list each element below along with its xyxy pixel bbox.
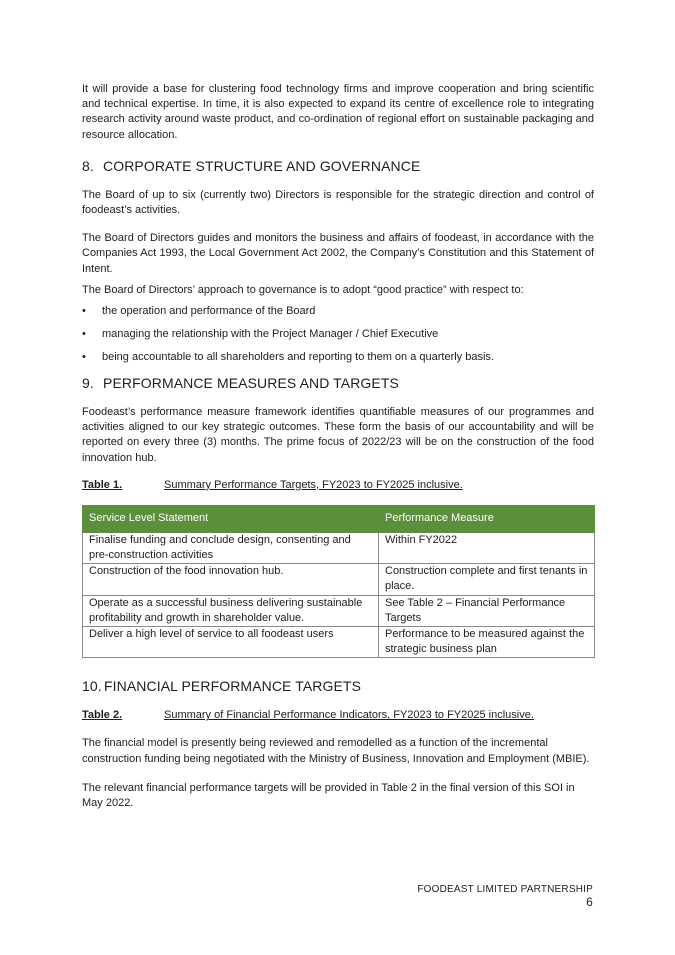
section-9-number: 9. [82,375,94,392]
table-2-caption [82,708,594,722]
table-cell: Within FY2022 [379,532,595,563]
section-9-paragraph-1: Foodeast’s performance measure framework identifies quantifiable measures of our programmes and activities aligned to our key strategic outcomes. These form the basis of our accountability and will be reported on every three (3) months. The prime focus of 2022/23 will be on the construction of the food innovation hub. [82,406,594,464]
document-page [82,82,594,811]
section-8-paragraph-2: The Board of Directors guides and monitors the business and affairs of foodeast, in accordance with the Companies Act 1993, the Local Government Act 2002, the Company’s Constitution and this Statement of Intent. [82,232,594,275]
table-row [83,595,595,626]
bullet-icon: • [82,305,86,318]
intro-paragraph: It will provide a base for clustering food technology firms and improve cooperation and bring scientific and technical expertise. In time, it is also expected to expand its centre of excellence role to integrating research activity around waste product, and co-ordination of regional effort on sustainable packaging and resource allocation. [82,83,594,141]
section-9-heading [82,375,594,391]
table-cell: Finalise funding and conclude design, consenting and pre-construction activities [83,532,379,563]
column-header: Service Level Statement [83,505,379,532]
table-2-caption-text: Summary of Financial Performance Indicators, FY2023 to FY2025 inclusive. [164,709,534,722]
list-item [82,327,594,342]
section-10-title: FINANCIAL PERFORMANCE TARGETS [104,678,362,695]
table-header-row [83,505,595,532]
performance-targets-table [82,505,595,659]
section-10-number: 10. [82,678,102,695]
footer-organisation: FOODEAST LIMITED PARTNERSHIP [417,884,593,895]
table-cell: Operate as a successful business delivering sustainable profitability and growth in shareholder value. [83,595,379,626]
list-item-text: the operation and performance of the Board [102,305,316,318]
governance-bullet-list [82,304,594,365]
list-item [82,350,594,365]
section-8-number: 8. [82,157,94,174]
table-row [83,564,595,595]
list-item [82,304,594,319]
table-cell: Construction complete and first tenants in place. [379,564,595,595]
section-8-title: CORPORATE STRUCTURE AND GOVERNANCE [103,157,421,174]
table-1-caption [82,478,594,492]
section-9-title: PERFORMANCE MEASURES AND TARGETS [103,375,399,392]
list-item-text: being accountable to all shareholders and reporting to them on a quarterly basis. [102,351,494,364]
table-cell: See Table 2 – Financial Performance Targets [379,595,595,626]
bullet-icon: • [82,351,86,364]
table-cell: Deliver a high level of service to all foodeast users [83,627,379,658]
section-8-paragraph-3: The Board of Directors’ approach to governance is to adopt “good practice” with respect to: [82,283,524,296]
table-row [83,532,595,563]
table-row [83,627,595,658]
column-header: Performance Measure [379,505,595,532]
table-cell: Construction of the food innovation hub. [83,564,379,595]
page-footer [417,883,593,909]
section-10-heading [82,678,594,694]
table-1-label: Table 1. [82,478,123,491]
bullet-icon: • [82,328,86,341]
section-10-paragraph-1: The financial model is presently being reviewed and remodelled as a function of the incremental construction funding being negotiated with the Ministry of Business, Innovation and Employment (MBIE). [82,737,590,765]
list-item-text: managing the relationship with the Project Manager / Chief Executive [102,328,439,341]
page-number: 6 [586,895,593,909]
section-10-paragraph-2: The relevant financial performance targets will be provided in Table 2 in the final version of this SOI in May 2022. [82,781,575,810]
table-cell: Performance to be measured against the strategic business plan [379,627,595,658]
table-1-caption-text: Summary Performance Targets, FY2023 to FY2025 inclusive. [164,478,463,491]
section-8-heading [82,158,594,174]
table-2-label: Table 2. [82,709,123,722]
section-8-paragraph-1: The Board of up to six (currently two) Directors is responsible for the strategic direction and control of foodeast’s activities. [82,188,594,217]
